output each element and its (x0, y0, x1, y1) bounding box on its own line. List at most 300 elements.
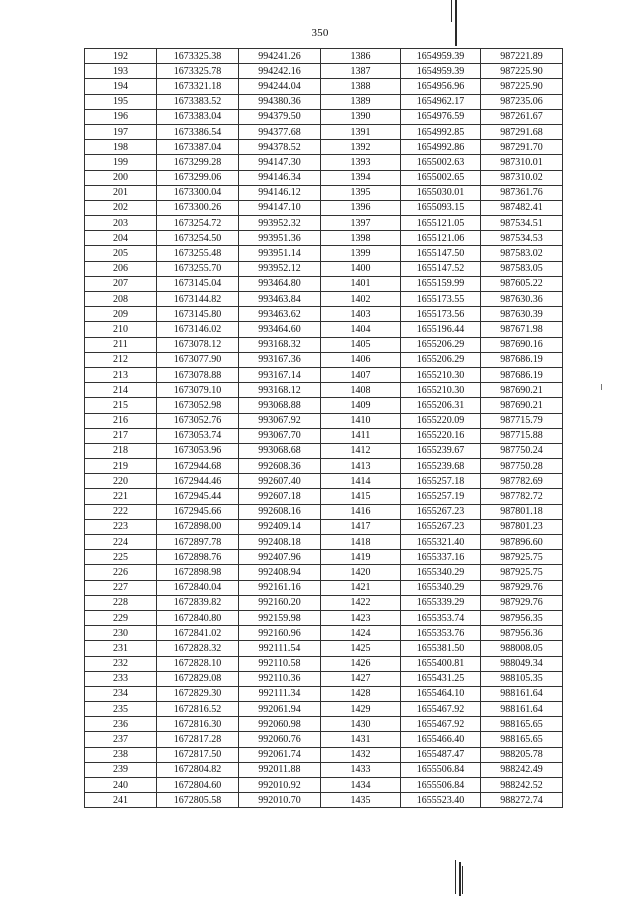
y-coordinate-cell: 987715.88 (481, 428, 563, 443)
x-coordinate-cell: 1655321.40 (401, 535, 481, 550)
y-coordinate-cell: 992060.98 (239, 717, 321, 732)
y-coordinate-cell: 987361.76 (481, 185, 563, 200)
point-number-cell: 236 (85, 717, 157, 732)
y-coordinate-cell: 992010.92 (239, 778, 321, 793)
point-number-cell: 218 (85, 443, 157, 458)
table-row (85, 686, 563, 701)
table-row (85, 474, 563, 489)
y-coordinate-cell: 988165.65 (481, 732, 563, 747)
point-number-cell: 1402 (321, 292, 401, 307)
coordinates-table (84, 48, 563, 808)
y-coordinate-cell: 987605.22 (481, 276, 563, 291)
y-coordinate-cell: 992161.16 (239, 580, 321, 595)
point-number-cell: 227 (85, 580, 157, 595)
table-row (85, 185, 563, 200)
point-number-cell: 217 (85, 428, 157, 443)
x-coordinate-cell: 1672944.68 (157, 459, 239, 474)
x-coordinate-cell: 1655147.50 (401, 246, 481, 261)
point-number-cell: 221 (85, 489, 157, 504)
point-number-cell: 219 (85, 459, 157, 474)
point-number-cell: 1414 (321, 474, 401, 489)
y-coordinate-cell: 993464.60 (239, 322, 321, 337)
y-coordinate-cell: 987310.02 (481, 170, 563, 185)
y-coordinate-cell: 987750.28 (481, 459, 563, 474)
y-coordinate-cell: 994242.16 (239, 64, 321, 79)
point-number-cell: 1427 (321, 671, 401, 686)
x-coordinate-cell: 1655002.65 (401, 170, 481, 185)
table-row (85, 124, 563, 139)
y-coordinate-cell: 987671.98 (481, 322, 563, 337)
point-number-cell: 241 (85, 793, 157, 808)
point-number-cell: 1391 (321, 124, 401, 139)
x-coordinate-cell: 1655196.44 (401, 322, 481, 337)
table-row (85, 79, 563, 94)
table-row (85, 732, 563, 747)
table-row (85, 580, 563, 595)
y-coordinate-cell: 994244.04 (239, 79, 321, 94)
point-number-cell: 1400 (321, 261, 401, 276)
point-number-cell: 1418 (321, 535, 401, 550)
x-coordinate-cell: 1655210.30 (401, 367, 481, 382)
y-coordinate-cell: 994241.26 (239, 49, 321, 64)
x-coordinate-cell: 1673300.04 (157, 185, 239, 200)
y-coordinate-cell: 992110.58 (239, 656, 321, 671)
table-row (85, 231, 563, 246)
point-number-cell: 223 (85, 519, 157, 534)
x-coordinate-cell: 1673145.04 (157, 276, 239, 291)
point-number-cell: 195 (85, 94, 157, 109)
table-row (85, 671, 563, 686)
point-number-cell: 234 (85, 686, 157, 701)
table-row (85, 641, 563, 656)
x-coordinate-cell: 1672828.32 (157, 641, 239, 656)
y-coordinate-cell: 987925.75 (481, 550, 563, 565)
x-coordinate-cell: 1654959.39 (401, 64, 481, 79)
x-coordinate-cell: 1654992.86 (401, 140, 481, 155)
x-coordinate-cell: 1655173.56 (401, 307, 481, 322)
table-row (85, 413, 563, 428)
x-coordinate-cell: 1655337.16 (401, 550, 481, 565)
y-coordinate-cell: 988161.64 (481, 702, 563, 717)
table-row (85, 216, 563, 231)
x-coordinate-cell: 1655002.63 (401, 155, 481, 170)
point-number-cell: 220 (85, 474, 157, 489)
x-coordinate-cell: 1655257.18 (401, 474, 481, 489)
y-coordinate-cell: 988008.05 (481, 641, 563, 656)
point-number-cell: 1421 (321, 580, 401, 595)
table-row (85, 778, 563, 793)
y-coordinate-cell: 993463.84 (239, 292, 321, 307)
table-row (85, 140, 563, 155)
y-coordinate-cell: 994147.10 (239, 200, 321, 215)
point-number-cell: 198 (85, 140, 157, 155)
y-coordinate-cell: 993068.68 (239, 443, 321, 458)
point-number-cell: 207 (85, 276, 157, 291)
x-coordinate-cell: 1673077.90 (157, 352, 239, 367)
table-row (85, 793, 563, 808)
y-coordinate-cell: 987750.24 (481, 443, 563, 458)
x-coordinate-cell: 1672898.00 (157, 519, 239, 534)
point-number-cell: 224 (85, 535, 157, 550)
y-coordinate-cell: 988272.74 (481, 793, 563, 808)
y-coordinate-cell: 993167.36 (239, 352, 321, 367)
y-coordinate-cell: 993168.32 (239, 337, 321, 352)
point-number-cell: 1409 (321, 398, 401, 413)
table-row (85, 610, 563, 625)
coordinates-table-body (85, 49, 563, 808)
x-coordinate-cell: 1655239.68 (401, 459, 481, 474)
y-coordinate-cell: 992011.88 (239, 762, 321, 777)
x-coordinate-cell: 1655121.06 (401, 231, 481, 246)
y-coordinate-cell: 992160.96 (239, 626, 321, 641)
point-number-cell: 215 (85, 398, 157, 413)
y-coordinate-cell: 987690.16 (481, 337, 563, 352)
y-coordinate-cell: 987801.23 (481, 519, 563, 534)
x-coordinate-cell: 1672898.98 (157, 565, 239, 580)
point-number-cell: 201 (85, 185, 157, 200)
point-number-cell: 225 (85, 550, 157, 565)
table-row (85, 352, 563, 367)
y-coordinate-cell: 987686.19 (481, 352, 563, 367)
point-number-cell: 1406 (321, 352, 401, 367)
x-coordinate-cell: 1654992.85 (401, 124, 481, 139)
point-number-cell: 1403 (321, 307, 401, 322)
y-coordinate-cell: 987630.39 (481, 307, 563, 322)
point-number-cell: 240 (85, 778, 157, 793)
table-row (85, 565, 563, 580)
table-row (85, 428, 563, 443)
x-coordinate-cell: 1673325.38 (157, 49, 239, 64)
x-coordinate-cell: 1672944.46 (157, 474, 239, 489)
x-coordinate-cell: 1673255.70 (157, 261, 239, 276)
x-coordinate-cell: 1673078.12 (157, 337, 239, 352)
x-coordinate-cell: 1655093.15 (401, 200, 481, 215)
y-coordinate-cell: 987801.18 (481, 504, 563, 519)
point-number-cell: 1411 (321, 428, 401, 443)
table-row (85, 535, 563, 550)
y-coordinate-cell: 994147.30 (239, 155, 321, 170)
point-number-cell: 210 (85, 322, 157, 337)
scan-mark (455, 860, 456, 894)
table-row (85, 519, 563, 534)
table-row (85, 367, 563, 382)
x-coordinate-cell: 1672945.66 (157, 504, 239, 519)
x-coordinate-cell: 1673383.52 (157, 94, 239, 109)
x-coordinate-cell: 1673146.02 (157, 322, 239, 337)
y-coordinate-cell: 987534.51 (481, 216, 563, 231)
x-coordinate-cell: 1672816.52 (157, 702, 239, 717)
table-row (85, 550, 563, 565)
y-coordinate-cell: 993167.14 (239, 367, 321, 382)
point-number-cell: 237 (85, 732, 157, 747)
y-coordinate-cell: 987225.90 (481, 79, 563, 94)
table-row (85, 94, 563, 109)
x-coordinate-cell: 1672897.78 (157, 535, 239, 550)
point-number-cell: 235 (85, 702, 157, 717)
point-number-cell: 1426 (321, 656, 401, 671)
y-coordinate-cell: 993068.88 (239, 398, 321, 413)
point-number-cell: 1430 (321, 717, 401, 732)
table-row (85, 276, 563, 291)
point-number-cell: 1395 (321, 185, 401, 200)
table-row (85, 109, 563, 124)
y-coordinate-cell: 987630.36 (481, 292, 563, 307)
scan-mark (451, 0, 452, 22)
table-row (85, 49, 563, 64)
table-row (85, 337, 563, 352)
y-coordinate-cell: 988049.34 (481, 656, 563, 671)
y-coordinate-cell: 987715.79 (481, 413, 563, 428)
x-coordinate-cell: 1655267.23 (401, 504, 481, 519)
point-number-cell: 1404 (321, 322, 401, 337)
x-coordinate-cell: 1655339.29 (401, 595, 481, 610)
point-number-cell: 197 (85, 124, 157, 139)
table-row (85, 292, 563, 307)
y-coordinate-cell: 988242.52 (481, 778, 563, 793)
y-coordinate-cell: 992408.94 (239, 565, 321, 580)
y-coordinate-cell: 992409.14 (239, 519, 321, 534)
y-coordinate-cell: 992010.70 (239, 793, 321, 808)
point-number-cell: 1401 (321, 276, 401, 291)
table-row (85, 717, 563, 732)
x-coordinate-cell: 1655487.47 (401, 747, 481, 762)
point-number-cell: 1405 (321, 337, 401, 352)
x-coordinate-cell: 1672945.44 (157, 489, 239, 504)
x-coordinate-cell: 1673383.04 (157, 109, 239, 124)
y-coordinate-cell: 987225.90 (481, 64, 563, 79)
x-coordinate-cell: 1673387.04 (157, 140, 239, 155)
y-coordinate-cell: 994379.50 (239, 109, 321, 124)
x-coordinate-cell: 1655030.01 (401, 185, 481, 200)
x-coordinate-cell: 1654956.96 (401, 79, 481, 94)
point-number-cell: 1389 (321, 94, 401, 109)
y-coordinate-cell: 987925.75 (481, 565, 563, 580)
y-coordinate-cell: 994377.68 (239, 124, 321, 139)
x-coordinate-cell: 1655220.09 (401, 413, 481, 428)
y-coordinate-cell: 992408.18 (239, 535, 321, 550)
x-coordinate-cell: 1672804.60 (157, 778, 239, 793)
point-number-cell: 216 (85, 413, 157, 428)
y-coordinate-cell: 988105.35 (481, 671, 563, 686)
x-coordinate-cell: 1673079.10 (157, 383, 239, 398)
point-number-cell: 1415 (321, 489, 401, 504)
point-number-cell: 1392 (321, 140, 401, 155)
y-coordinate-cell: 993463.62 (239, 307, 321, 322)
point-number-cell: 226 (85, 565, 157, 580)
y-coordinate-cell: 992061.94 (239, 702, 321, 717)
scan-mark (601, 384, 602, 390)
y-coordinate-cell: 987482.41 (481, 200, 563, 215)
point-number-cell: 193 (85, 64, 157, 79)
point-number-cell: 222 (85, 504, 157, 519)
point-number-cell: 1416 (321, 504, 401, 519)
y-coordinate-cell: 992111.34 (239, 686, 321, 701)
y-coordinate-cell: 988161.64 (481, 686, 563, 701)
y-coordinate-cell: 992111.54 (239, 641, 321, 656)
x-coordinate-cell: 1654976.59 (401, 109, 481, 124)
x-coordinate-cell: 1672804.82 (157, 762, 239, 777)
point-number-cell: 1433 (321, 762, 401, 777)
table-row (85, 595, 563, 610)
y-coordinate-cell: 987235.06 (481, 94, 563, 109)
point-number-cell: 1386 (321, 49, 401, 64)
x-coordinate-cell: 1655147.52 (401, 261, 481, 276)
y-coordinate-cell: 992608.36 (239, 459, 321, 474)
x-coordinate-cell: 1655121.05 (401, 216, 481, 231)
point-number-cell: 1397 (321, 216, 401, 231)
x-coordinate-cell: 1672840.80 (157, 610, 239, 625)
y-coordinate-cell: 987782.69 (481, 474, 563, 489)
table-row (85, 459, 563, 474)
y-coordinate-cell: 987291.70 (481, 140, 563, 155)
x-coordinate-cell: 1655467.92 (401, 717, 481, 732)
table-row (85, 398, 563, 413)
x-coordinate-cell: 1673299.28 (157, 155, 239, 170)
x-coordinate-cell: 1655340.29 (401, 580, 481, 595)
x-coordinate-cell: 1655173.55 (401, 292, 481, 307)
x-coordinate-cell: 1673325.78 (157, 64, 239, 79)
y-coordinate-cell: 987956.35 (481, 610, 563, 625)
x-coordinate-cell: 1655159.99 (401, 276, 481, 291)
y-coordinate-cell: 987583.02 (481, 246, 563, 261)
x-coordinate-cell: 1673078.88 (157, 367, 239, 382)
table-row (85, 762, 563, 777)
x-coordinate-cell: 1655353.76 (401, 626, 481, 641)
point-number-cell: 1398 (321, 231, 401, 246)
point-number-cell: 196 (85, 109, 157, 124)
scan-mark (462, 866, 463, 894)
x-coordinate-cell: 1655381.50 (401, 641, 481, 656)
table-row (85, 489, 563, 504)
x-coordinate-cell: 1655467.92 (401, 702, 481, 717)
x-coordinate-cell: 1672829.30 (157, 686, 239, 701)
y-coordinate-cell: 993951.36 (239, 231, 321, 246)
y-coordinate-cell: 993952.12 (239, 261, 321, 276)
x-coordinate-cell: 1654962.17 (401, 94, 481, 109)
point-number-cell: 238 (85, 747, 157, 762)
y-coordinate-cell: 992607.40 (239, 474, 321, 489)
y-coordinate-cell: 993067.92 (239, 413, 321, 428)
x-coordinate-cell: 1673053.96 (157, 443, 239, 458)
x-coordinate-cell: 1673254.50 (157, 231, 239, 246)
y-coordinate-cell: 994378.52 (239, 140, 321, 155)
y-coordinate-cell: 993067.70 (239, 428, 321, 443)
table-row (85, 322, 563, 337)
x-coordinate-cell: 1672839.82 (157, 595, 239, 610)
point-number-cell: 212 (85, 352, 157, 367)
table-row (85, 155, 563, 170)
table-row (85, 307, 563, 322)
x-coordinate-cell: 1655220.16 (401, 428, 481, 443)
x-coordinate-cell: 1655464.10 (401, 686, 481, 701)
x-coordinate-cell: 1673052.76 (157, 413, 239, 428)
x-coordinate-cell: 1673052.98 (157, 398, 239, 413)
table-row (85, 702, 563, 717)
point-number-cell: 209 (85, 307, 157, 322)
point-number-cell: 232 (85, 656, 157, 671)
y-coordinate-cell: 987534.53 (481, 231, 563, 246)
y-coordinate-cell: 992110.36 (239, 671, 321, 686)
point-number-cell: 1431 (321, 732, 401, 747)
point-number-cell: 1429 (321, 702, 401, 717)
point-number-cell: 239 (85, 762, 157, 777)
x-coordinate-cell: 1672840.04 (157, 580, 239, 595)
table-row (85, 656, 563, 671)
x-coordinate-cell: 1672817.50 (157, 747, 239, 762)
x-coordinate-cell: 1673300.26 (157, 200, 239, 215)
point-number-cell: 1393 (321, 155, 401, 170)
y-coordinate-cell: 988165.65 (481, 717, 563, 732)
table-row (85, 246, 563, 261)
point-number-cell: 1399 (321, 246, 401, 261)
point-number-cell: 1422 (321, 595, 401, 610)
y-coordinate-cell: 993952.32 (239, 216, 321, 231)
point-number-cell: 1435 (321, 793, 401, 808)
x-coordinate-cell: 1654959.39 (401, 49, 481, 64)
point-number-cell: 1407 (321, 367, 401, 382)
scan-mark (459, 862, 461, 896)
point-number-cell: 1434 (321, 778, 401, 793)
point-number-cell: 1410 (321, 413, 401, 428)
point-number-cell: 1412 (321, 443, 401, 458)
y-coordinate-cell: 988205.78 (481, 747, 563, 762)
y-coordinate-cell: 993464.80 (239, 276, 321, 291)
x-coordinate-cell: 1655506.84 (401, 778, 481, 793)
x-coordinate-cell: 1673144.82 (157, 292, 239, 307)
point-number-cell: 192 (85, 49, 157, 64)
x-coordinate-cell: 1655257.19 (401, 489, 481, 504)
point-number-cell: 1388 (321, 79, 401, 94)
x-coordinate-cell: 1673321.18 (157, 79, 239, 94)
point-number-cell: 208 (85, 292, 157, 307)
y-coordinate-cell: 987782.72 (481, 489, 563, 504)
x-coordinate-cell: 1672805.58 (157, 793, 239, 808)
y-coordinate-cell: 994380.36 (239, 94, 321, 109)
table-row (85, 261, 563, 276)
x-coordinate-cell: 1673299.06 (157, 170, 239, 185)
point-number-cell: 229 (85, 610, 157, 625)
point-number-cell: 211 (85, 337, 157, 352)
point-number-cell: 1417 (321, 519, 401, 534)
point-number-cell: 1425 (321, 641, 401, 656)
y-coordinate-cell: 992060.76 (239, 732, 321, 747)
point-number-cell: 1390 (321, 109, 401, 124)
x-coordinate-cell: 1672898.76 (157, 550, 239, 565)
page-number: 350 (311, 27, 329, 39)
point-number-cell: 1432 (321, 747, 401, 762)
table-row (85, 626, 563, 641)
x-coordinate-cell: 1655523.40 (401, 793, 481, 808)
y-coordinate-cell: 992159.98 (239, 610, 321, 625)
table-row (85, 200, 563, 215)
y-coordinate-cell: 987221.89 (481, 49, 563, 64)
point-number-cell: 205 (85, 246, 157, 261)
point-number-cell: 1394 (321, 170, 401, 185)
x-coordinate-cell: 1672841.02 (157, 626, 239, 641)
y-coordinate-cell: 987929.76 (481, 595, 563, 610)
table-row (85, 64, 563, 79)
y-coordinate-cell: 994146.34 (239, 170, 321, 185)
table-row (85, 383, 563, 398)
x-coordinate-cell: 1655267.23 (401, 519, 481, 534)
y-coordinate-cell: 987690.21 (481, 398, 563, 413)
y-coordinate-cell: 992061.74 (239, 747, 321, 762)
point-number-cell: 199 (85, 155, 157, 170)
point-number-cell: 203 (85, 216, 157, 231)
y-coordinate-cell: 987896.60 (481, 535, 563, 550)
x-coordinate-cell: 1655353.74 (401, 610, 481, 625)
x-coordinate-cell: 1655466.40 (401, 732, 481, 747)
